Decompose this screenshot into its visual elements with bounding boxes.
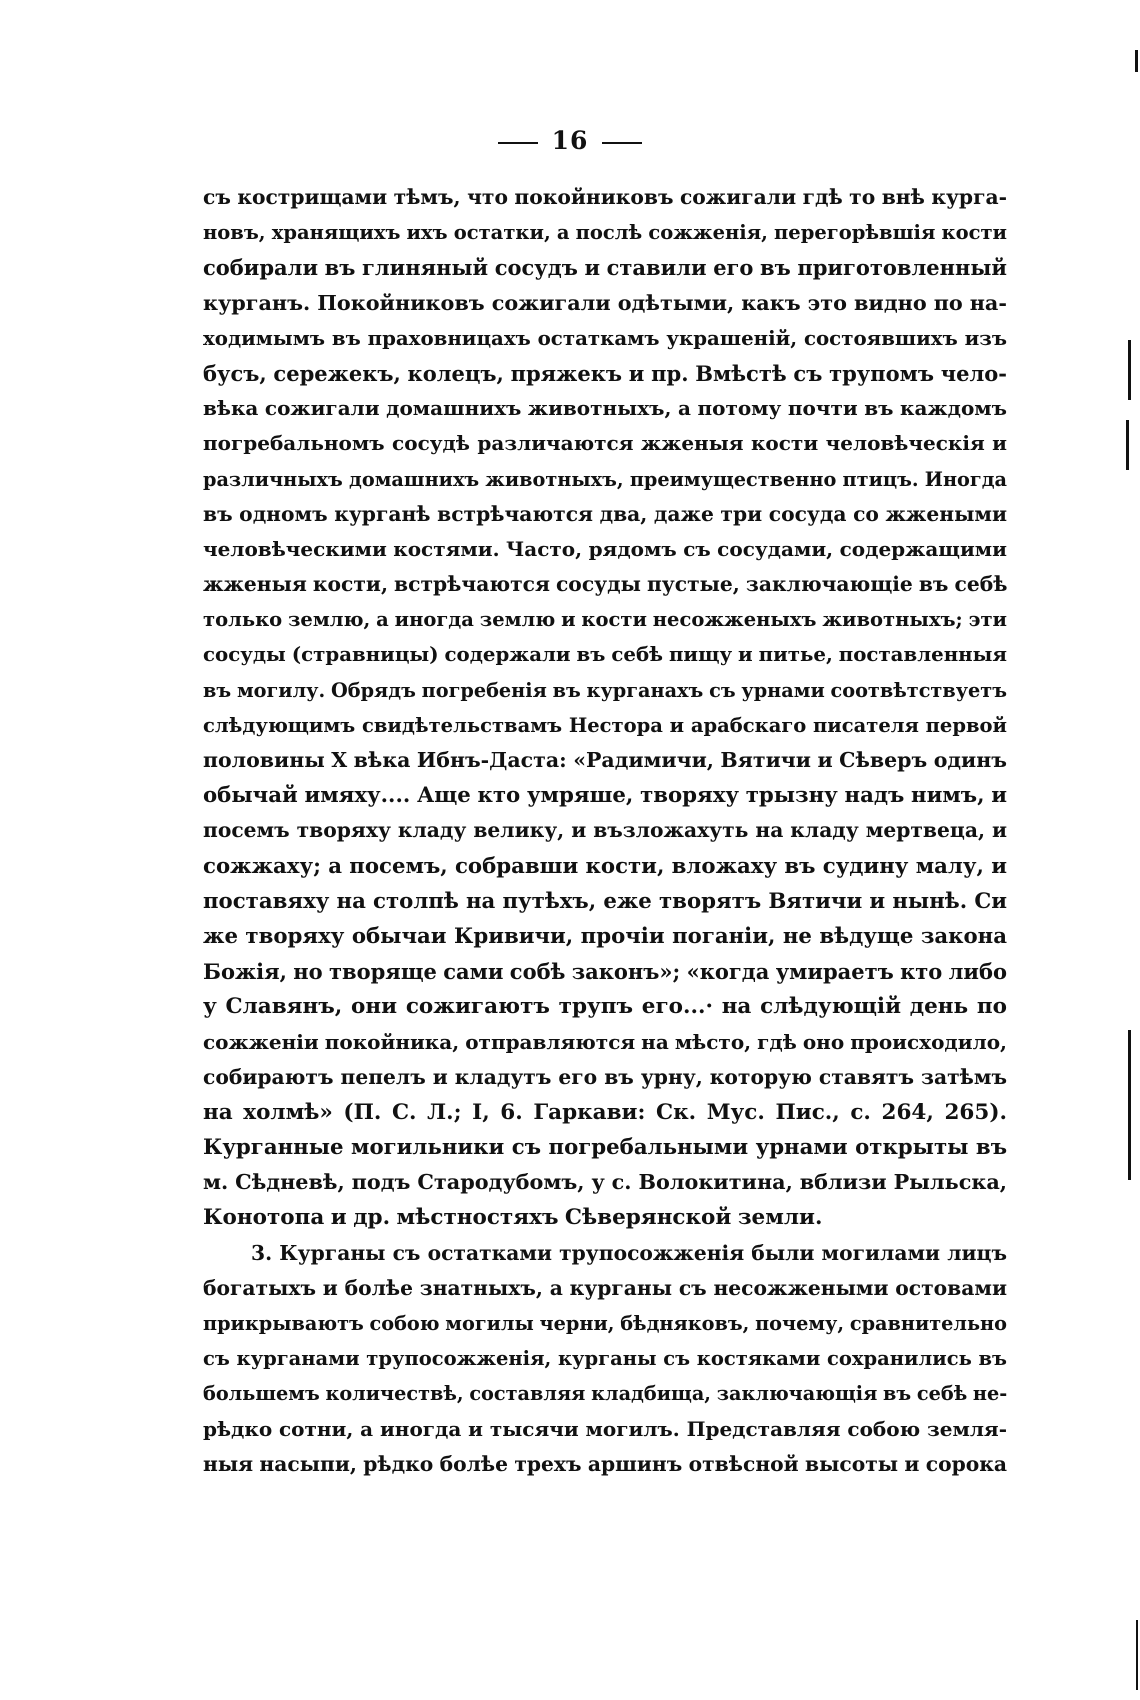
text-line: вѣка сожигали домашнихъ животныхъ, а потому почти въ каждомъ — [203, 396, 1007, 421]
text-line: у Славянъ, они сожигаютъ трупъ его...· на слѣдующій день по — [203, 994, 1007, 1020]
text-line: Конотопа и др. мѣстностяхъ Сѣверянской земли. — [203, 1205, 823, 1231]
scan-edge-mark — [1135, 50, 1138, 72]
scan-edge-mark — [1128, 1030, 1131, 1180]
text-line: 3. Курганы съ остатками трупосожженія были могилами лицъ — [251, 1240, 1007, 1265]
text-line: въ могилу. Обрядъ погребенія въ курганахъ съ урнами соотвѣтствуетъ — [203, 678, 1007, 702]
text-line: собираютъ пепелъ и кладутъ его въ урну, которую ставятъ затѣмъ — [203, 1064, 1007, 1089]
text-line: ныя насыпи, рѣдко болѣе трехъ аршинъ отвѣсной высоты и сорока — [203, 1451, 1007, 1476]
scan-edge-mark — [1126, 420, 1129, 470]
text-line: различныхъ домашнихъ животныхъ, преимущественно птицъ. Иногда — [203, 467, 1007, 491]
text-line: богатыхъ и болѣе знатныхъ, а курганы съ несожжеными остовами — [203, 1275, 1007, 1300]
text-line: большемъ количествѣ, составляя кладбища, заключающія въ себѣ не- — [203, 1382, 1007, 1406]
text-line: посемъ творяху кладу велику, и възложахуть на кладу мертвеца, и — [203, 818, 1007, 843]
text-line: половины X вѣка Ибнъ-Даста: «Радимичи, Вятичи и Сѣверъ одинъ — [203, 748, 1007, 772]
scan-edge-mark — [1136, 1620, 1138, 1690]
text-line: Божія, но творяще сами собѣ законъ»; «когда умираетъ кто либо — [203, 959, 1007, 985]
text-line: на холмѣ» (П. С. Л.; I, 6. Гаркави: Ск. Мус. Пис., с. 264, 265). — [203, 1099, 1007, 1125]
page-number-value: 16 — [551, 126, 589, 155]
page-number-right-dash — [602, 142, 642, 144]
text-line: бусъ, сережекъ, колецъ, пряжекъ и пр. Вмѣстѣ съ трупомъ чело- — [203, 360, 1007, 386]
text-line: Курганные могильники съ погребальными урнами открыты въ — [203, 1135, 1007, 1161]
text-line: только землю, а иногда землю и кости несожженыхъ животныхъ; эти — [203, 608, 1007, 632]
body-text — [203, 180, 1007, 1482]
page-number-left-dash — [498, 142, 538, 144]
text-line: сожженіи покойника, отправляются на мѣсто, гдѣ оно происходило, — [203, 1029, 1007, 1054]
text-line: съ курганами трупосожженія, курганы съ костяками сохранились въ — [203, 1347, 1007, 1371]
text-line: ходимымъ въ праховницахъ остаткамъ украшеній, состоявшихъ изъ — [203, 325, 1007, 350]
text-line: обычай имяху.... Аще кто умряше, творяху трызну надъ нимъ, и — [203, 783, 1007, 809]
text-line: сожжаху; а посемъ, собравши кости, вложаху въ судину малу, и — [203, 853, 1007, 879]
page-number — [0, 126, 1140, 155]
text-line: м. Сѣдневѣ, подъ Стародубомъ, у с. Волокитина, вблизи Рыльска, — [203, 1170, 1007, 1195]
text-line: поставяху на столпѣ на путѣхъ, еже творятъ Вятичи и нынѣ. Си — [203, 888, 1007, 914]
text-line: въ одномъ курганѣ встрѣчаются два, даже три сосуда со жжеными — [203, 501, 1007, 526]
text-line: курганъ. Покойниковъ сожигали одѣтыми, какъ это видно по на- — [203, 290, 1007, 315]
text-line: человѣческими костями. Часто, рядомъ съ сосудами, содержащими — [203, 536, 1007, 561]
text-line: прикрываютъ собою могилы черни, бѣдняковъ, почему, сравнительно — [203, 1312, 1007, 1335]
text-line: рѣдко сотни, а иногда и тысячи могилъ. Представляя собою земля- — [203, 1416, 1007, 1441]
text-line: новъ, хранящихъ ихъ остатки, а послѣ сожженія, перегорѣвшія кости — [203, 221, 1007, 245]
text-line: сосуды (стравницы) содержали въ себѣ пищу и питье, поставленныя — [203, 642, 1007, 667]
scan-edge-mark — [1128, 340, 1131, 400]
text-line: погребальномъ сосудѣ различаются жженыя кости человѣческія и — [203, 431, 1007, 456]
text-line: же творяху обычаи Кривичи, прочіи поганіи, не вѣдуще закона — [203, 923, 1007, 949]
text-line: съ кострищами тѣмъ, что покойниковъ сожигали гдѣ то внѣ курга- — [203, 185, 1007, 209]
text-line: собирали въ глиняный сосудъ и ставили его въ приготовленный — [203, 255, 1007, 281]
text-line: слѣдующимъ свидѣтельствамъ Нестора и арабскаго писателя первой — [203, 713, 1007, 737]
text-line: жженыя кости, встрѣчаются сосуды пустые, заключающіе въ себѣ — [203, 572, 1007, 597]
